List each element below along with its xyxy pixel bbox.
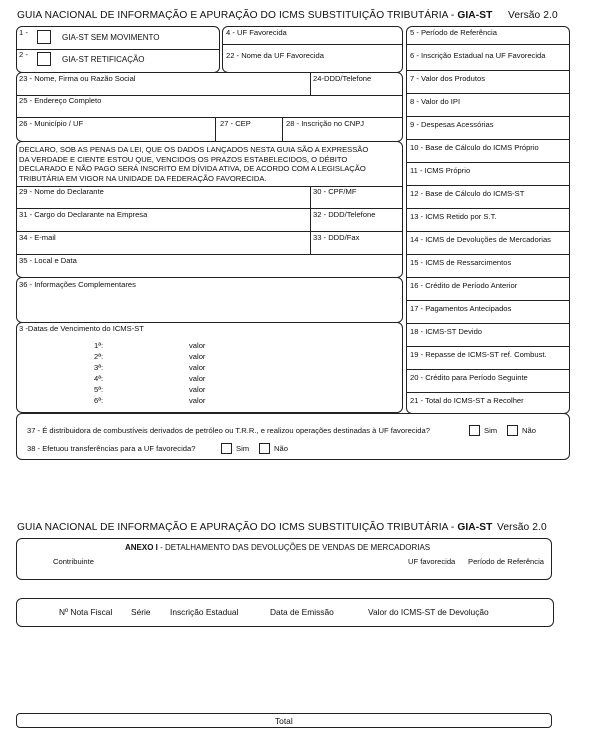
declaration-text bbox=[19, 145, 368, 183]
declaration-line: DECLARADO E NÃO PAGO SERÁ INSCRITO EM DÍVIDA ATIVA, DE ACORDO COM A LEGISLAÇÃO bbox=[19, 164, 366, 174]
col-inscricao-estadual: Inscrição Estadual bbox=[170, 607, 239, 617]
divider bbox=[223, 44, 402, 45]
option-2-number: 2 - bbox=[19, 50, 28, 59]
q37-nao-checkbox[interactable] bbox=[507, 425, 518, 436]
due-3-ordinal: 3ª: bbox=[94, 363, 104, 372]
col-data-emissao: Data de Emissão bbox=[270, 607, 334, 617]
annex-heading bbox=[125, 544, 430, 552]
local-data-field[interactable]: 35 - Local e Data bbox=[19, 256, 77, 265]
base-calculo-icms-proprio-field[interactable]: 10 - Base de Cálculo do ICMS Próprio bbox=[410, 143, 539, 152]
declaration-line: DECLARO, SOB AS PENAS DA LEI, QUE OS DADOS LANÇADOS NESTA GUIA SÃO A EXPRESSÃO bbox=[19, 145, 369, 154]
q37-sim-label: Sim bbox=[484, 426, 498, 435]
nome-declarante-field[interactable]: 29 - Nome do Declarante bbox=[19, 187, 104, 196]
divider bbox=[17, 117, 402, 118]
due-2-ordinal: 2ª: bbox=[94, 352, 104, 361]
annex-form-code: GIA-ST bbox=[457, 522, 493, 533]
divider bbox=[282, 117, 283, 141]
vencimentos-box bbox=[16, 322, 403, 413]
question-38: 38 - Efetuou transferências para a UF favorecida? bbox=[27, 444, 196, 453]
annex-title: ANEXO I bbox=[125, 543, 158, 552]
email-field[interactable]: 34 - E-mail bbox=[19, 233, 56, 242]
total-label: Total bbox=[275, 716, 293, 726]
icms-retido-field[interactable]: 13 - ICMS Retido por S.T. bbox=[410, 212, 497, 221]
icms-devolucoes-field[interactable]: 14 - ICMS de Devoluções de Mercadorias bbox=[410, 235, 551, 244]
annex-page-title bbox=[17, 523, 492, 533]
sem-movimento-checkbox[interactable] bbox=[37, 30, 51, 44]
due-2-value[interactable]: valor bbox=[189, 352, 206, 361]
divider bbox=[17, 49, 219, 50]
endereco-field[interactable]: 25 - Endereço Completo bbox=[19, 96, 102, 105]
due-1-value[interactable]: valor bbox=[189, 341, 206, 350]
col-nota-fiscal: Nº Nota Fiscal bbox=[59, 607, 113, 617]
q37-nao-label: Não bbox=[522, 426, 536, 435]
credito-periodo-anterior-field[interactable]: 16 - Crédito de Período Anterior bbox=[410, 281, 518, 290]
periodo-referencia-field[interactable]: 5 - Período de Referência bbox=[410, 28, 497, 37]
razao-social-field[interactable]: 23 - Nome, Firma ou Razão Social bbox=[19, 74, 136, 83]
annex-form-title: GUIA NACIONAL DE INFORMAÇÃO E APURAÇÃO DO ICMS SUBSTITUIÇÃO TRIBUTÁRIA - bbox=[17, 522, 455, 533]
divider bbox=[17, 208, 402, 209]
form-code: GIA-ST bbox=[457, 10, 493, 21]
due-1-ordinal: 1ª: bbox=[94, 341, 104, 350]
cpf-field[interactable]: 30 - CPF/MF bbox=[313, 187, 357, 196]
valor-ipi-field[interactable]: 8 - Valor do IPI bbox=[410, 97, 461, 106]
col-valor-icms-st: Valor do ICMS-ST de Devolução bbox=[368, 607, 489, 617]
question-37: 37 - É distribuidora de combustíveis derivados de petróleo ou T.R.R., e realizou operações destinadas à UF favorecida? bbox=[27, 426, 430, 435]
annex-uf-favorecida-field[interactable]: UF favorecida bbox=[408, 557, 456, 566]
annex-periodo-field[interactable]: Período de Referência bbox=[468, 557, 544, 566]
declaration-line: DA VERDADE E CIENTE ESTOU QUE, VENCIDOS OS PRAZOS ESTABELECIDOS, O DÉBITO bbox=[19, 154, 348, 164]
form-version: Versão 2.0 bbox=[508, 10, 558, 21]
ddd-telefone-field[interactable]: 24-DDD/Telefone bbox=[313, 74, 372, 83]
annex-form-version: Versão 2.0 bbox=[497, 522, 547, 533]
info-complementares-field[interactable]: 36 - Informações Complementares bbox=[19, 280, 136, 289]
due-3-value[interactable]: valor bbox=[189, 363, 206, 372]
retificacao-label: GIA-ST RETIFICAÇÃO bbox=[62, 55, 145, 64]
nome-uf-favorecida-field[interactable]: 22 - Nome da UF Favorecida bbox=[226, 51, 324, 60]
repasse-icms-st-field[interactable]: 19 - Repasse de ICMS-ST ref. Combust. bbox=[410, 350, 547, 359]
vencimentos-title: 3 -Datas de Vencimento do ICMS-ST bbox=[19, 324, 144, 333]
pagamentos-antecipados-field[interactable]: 17 - Pagamentos Antecipados bbox=[410, 304, 512, 313]
icms-proprio-field[interactable]: 11 - ICMS Próprio bbox=[410, 166, 471, 175]
q38-sim-label: Sim bbox=[236, 444, 250, 453]
ddd-fax-field[interactable]: 33 - DDD/Fax bbox=[313, 233, 360, 242]
divider bbox=[215, 117, 216, 141]
icms-ressarcimentos-field[interactable]: 15 - ICMS de Ressarcimentos bbox=[410, 258, 512, 267]
declaration-line: TRIBUTÁRIA EM VIGOR NA UNIDADE DA FEDERAÇÃO FAVORECIDA. bbox=[19, 173, 267, 183]
cnpj-field[interactable]: 28 - Inscrição no CNPJ bbox=[286, 119, 365, 128]
retificacao-checkbox[interactable] bbox=[37, 52, 51, 66]
q37-sim-checkbox[interactable] bbox=[469, 425, 480, 436]
due-5-value[interactable]: valor bbox=[189, 385, 206, 394]
base-calculo-icms-st-field[interactable]: 12 - Base de Cálculo do ICMS-ST bbox=[410, 189, 525, 198]
col-serie: Série bbox=[131, 607, 151, 617]
cep-field[interactable]: 27 - CEP bbox=[220, 119, 251, 128]
sem-movimento-label: GIA-ST SEM MOVIMENTO bbox=[62, 33, 160, 42]
annex-subtitle: - DETALHAMENTO DAS DEVOLUÇÕES DE VENDAS DE MERCADORIAS bbox=[160, 543, 431, 552]
form-title: GUIA NACIONAL DE INFORMAÇÃO E APURAÇÃO DO ICMS SUBSTITUIÇÃO TRIBUTÁRIA - bbox=[17, 10, 455, 21]
divider bbox=[310, 186, 311, 254]
option-1-number: 1 - bbox=[19, 28, 28, 37]
divider bbox=[17, 254, 402, 255]
cargo-field[interactable]: 31 - Cargo do Declarante na Empresa bbox=[19, 210, 148, 219]
due-4-ordinal: 4ª: bbox=[94, 374, 104, 383]
despesas-acessorias-field[interactable]: 9 - Despesas Acessórias bbox=[410, 120, 494, 129]
divider bbox=[310, 73, 311, 95]
divider bbox=[17, 231, 402, 232]
uf-favorecida-field[interactable]: 4 - UF Favorecida bbox=[226, 28, 287, 37]
due-6-ordinal: 6ª: bbox=[94, 396, 104, 405]
q38-sim-checkbox[interactable] bbox=[221, 443, 232, 454]
contribuinte-field[interactable]: Contribuinte bbox=[53, 557, 94, 566]
q38-nao-label: Não bbox=[274, 444, 288, 453]
credito-periodo-seguinte-field[interactable]: 20 - Crédito para Período Seguinte bbox=[410, 373, 528, 382]
ddd-telefone-declarante-field[interactable]: 32 - DDD/Telefone bbox=[313, 210, 376, 219]
page-title bbox=[17, 11, 492, 21]
q38-nao-checkbox[interactable] bbox=[259, 443, 270, 454]
icms-st-devido-field[interactable]: 18 - ICMS-ST Devido bbox=[410, 327, 483, 336]
municipio-uf-field[interactable]: 26 - Município / UF bbox=[19, 119, 84, 128]
total-icms-st-field[interactable]: 21 - Total do ICMS-ST a Recolher bbox=[410, 396, 524, 405]
due-6-value[interactable]: valor bbox=[189, 396, 206, 405]
inscricao-estadual-field[interactable]: 6 - Inscrição Estadual na UF Favorecida bbox=[410, 51, 546, 60]
due-5-ordinal: 5ª: bbox=[94, 385, 104, 394]
due-4-value[interactable]: valor bbox=[189, 374, 206, 383]
valor-produtos-field[interactable]: 7 - Valor dos Produtos bbox=[410, 74, 485, 83]
